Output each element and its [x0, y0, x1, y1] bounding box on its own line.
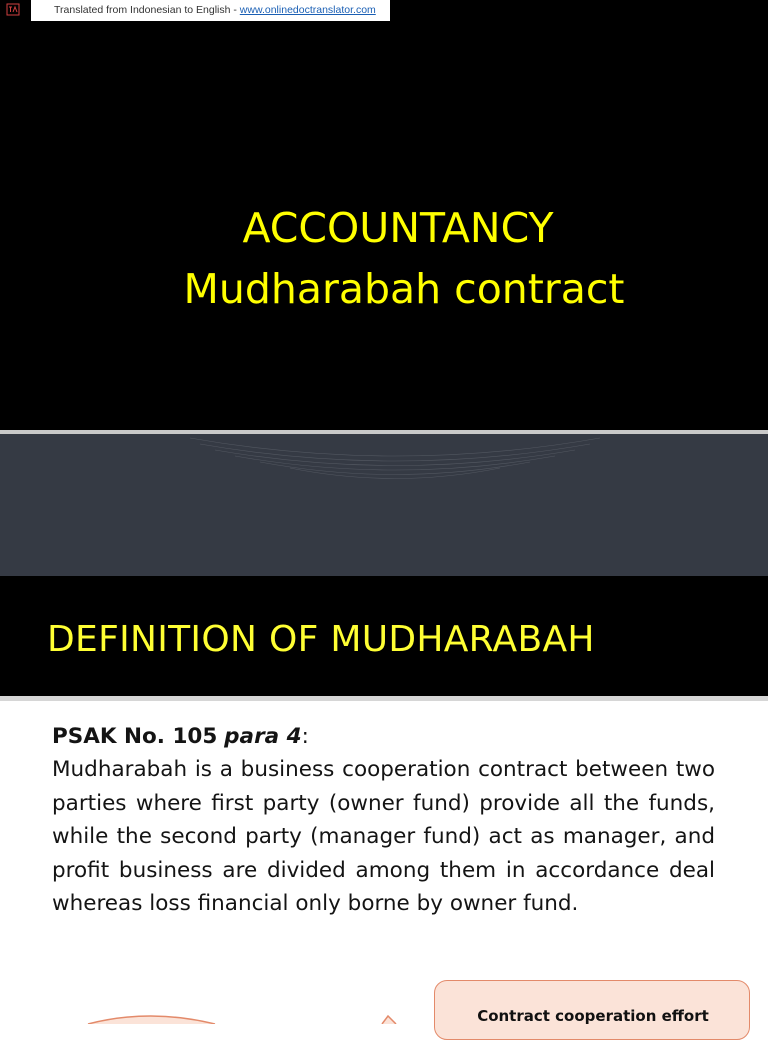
translator-notice: [31, 0, 390, 21]
diagram-oval-edge: [88, 1016, 215, 1024]
translator-link[interactable]: www.onlinedoctranslator.com: [239, 4, 376, 16]
translator-notice-text: Translated from Indonesian to English -: [54, 4, 240, 16]
title-block: [0, 198, 768, 320]
translator-logo-icon: [6, 3, 20, 16]
slide-gap: [0, 434, 768, 576]
title-slide: [0, 22, 768, 430]
definition-body: [52, 720, 715, 920]
para-label: para 4: [224, 724, 302, 749]
title-line-2: Mudharabah contract: [183, 265, 625, 313]
psak-colon: :: [301, 724, 309, 749]
definition-slide-header: [0, 576, 768, 696]
psak-label: PSAK No. 105: [52, 724, 218, 749]
definition-text: Mudharabah is a business cooperation contract between two parties where first party (owner fund) provide all the funds, while the second party (manager fund) act as manager, and profit business are divided among them in accordance deal whereas loss financial only borne by owner fund.: [52, 757, 715, 917]
contract-cooperation-box: [434, 980, 750, 1040]
header-separator: [0, 696, 768, 701]
gap-texture: [0, 434, 768, 576]
translator-banner: [0, 0, 768, 22]
definition-heading: DEFINITION OF MUDHARABAH: [47, 619, 595, 660]
callout-text: Contract cooperation effort: [477, 1007, 709, 1025]
psak-reference: [52, 720, 715, 753]
title-line-1: ACCOUNTANCY: [242, 204, 554, 252]
diagram-arrow-icon: [382, 1016, 396, 1024]
